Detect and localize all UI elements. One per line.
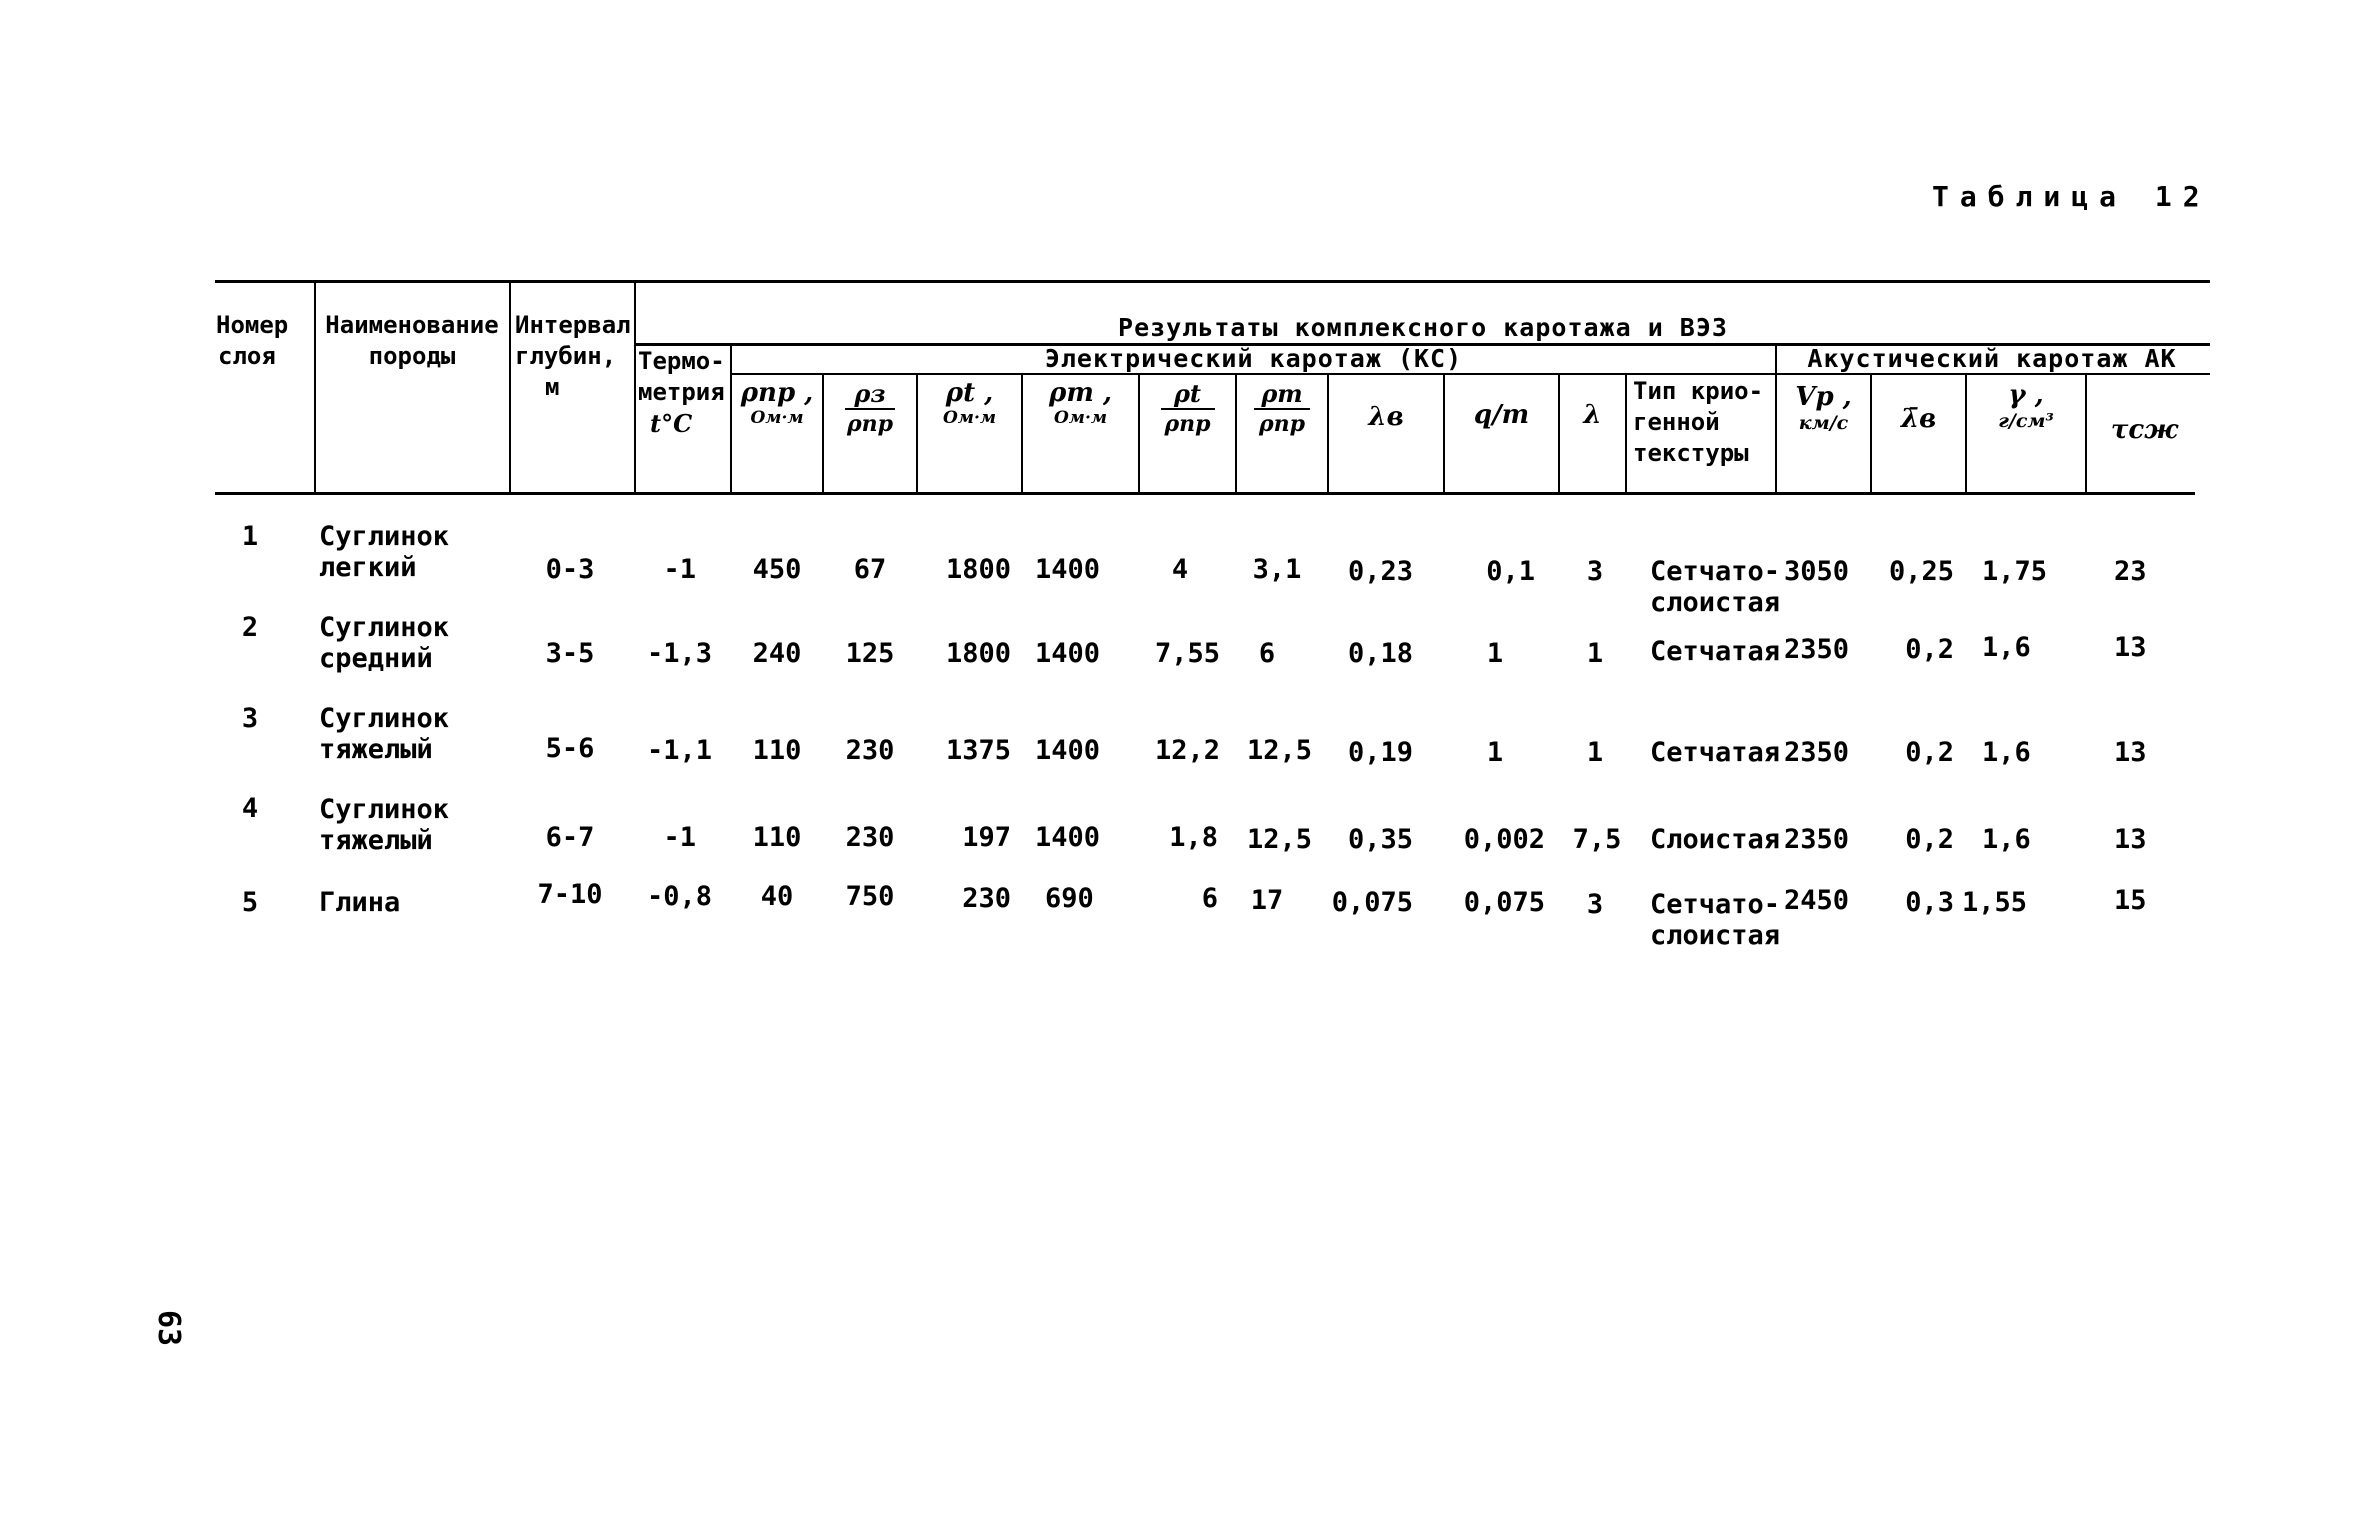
header-q-m: q/m: [1473, 400, 1530, 430]
cell-gamma: 1,55: [1962, 887, 2028, 918]
cell-lambda-v: 0,18: [1347, 638, 1413, 669]
cell-texture: Сетчатая: [1650, 737, 1781, 768]
header-rho-t-ratio: ρt ρпр: [1140, 380, 1235, 438]
cell-rho-z-ratio: 125: [845, 638, 895, 669]
table-top-rule: [215, 280, 2210, 283]
cell-rho-t: 197: [962, 822, 1011, 853]
cell-q-m: 0,1: [1486, 556, 1535, 587]
cell-gamma: 1,75: [1982, 556, 2048, 587]
cell-temp: -1,1: [646, 735, 712, 766]
cell-depth: 0-3: [545, 554, 595, 585]
cell-vp: 2350: [1784, 737, 1850, 768]
cell-rho-m: 1400: [1035, 822, 1101, 853]
cell-lambda-v: 0,075: [1331, 887, 1413, 918]
header-rock-name: Наименование породы: [325, 311, 499, 370]
col-divider: [1327, 373, 1329, 495]
cell-rho-pr: 450: [752, 554, 802, 585]
cell-no: 1: [241, 521, 259, 552]
cell-rock-name: Суглинок легкий: [319, 521, 450, 583]
header-rho-t: ρt , Ом·м: [942, 378, 997, 428]
cell-vp: 2450: [1784, 885, 1850, 916]
cell-rho-t-ratio: 7,55: [1154, 638, 1221, 669]
header-rho-pr: ρпр , Ом·м: [740, 378, 814, 428]
header-layer-no: Номер слоя: [216, 311, 289, 370]
cell-rho-t: 1800: [945, 638, 1011, 669]
cell-temp: -1: [663, 554, 696, 585]
header-acoustic-group: Акустический каротаж АК: [1807, 344, 2177, 373]
cell-rho-t-ratio: 12,2: [1154, 735, 1221, 766]
cell-texture: Сетчато- слоистая: [1650, 556, 1781, 618]
cell-rock-name: Суглинок тяжелый: [319, 794, 450, 856]
header-rho-m: ρm , Ом·м: [1049, 378, 1112, 428]
col-divider: [1443, 373, 1445, 495]
cell-rho-m: 1400: [1035, 638, 1101, 669]
cell-texture: Сетчатая: [1650, 636, 1781, 667]
cell-gamma: 1,6: [1982, 632, 2031, 663]
table-caption: Таблица 12: [1932, 180, 2211, 213]
cell-lambda: 7,5: [1572, 824, 1622, 855]
cell-vp: 3050: [1784, 556, 1850, 587]
cell-rho-t: 1800: [945, 554, 1011, 585]
col-divider: [314, 280, 316, 495]
header-lambda-v: λв: [1368, 402, 1404, 432]
cell-lambda-v-bar: 0,2: [1905, 634, 1954, 665]
cell-lambda-v-bar: 0,3: [1905, 887, 1954, 918]
cell-vp: 2350: [1784, 824, 1850, 855]
header-electric-group: Электрический каротаж (КС): [1044, 344, 1463, 373]
cell-q-m: 1: [1486, 638, 1504, 669]
cell-rho-pr: 110: [752, 735, 802, 766]
col-divider: [509, 280, 511, 495]
header-tau: τсж: [2110, 415, 2179, 445]
cell-rho-m-ratio: 12,5: [1246, 824, 1313, 855]
cell-rho-m-ratio: 17: [1250, 885, 1284, 916]
cell-rho-z-ratio: 230: [845, 822, 895, 853]
header-cryo-texture: Тип крио- генной текстуры: [1633, 377, 1764, 467]
cell-lambda: 1: [1586, 737, 1604, 768]
header-vp: Vp , км/с: [1795, 382, 1852, 434]
cell-tau: 23: [2114, 556, 2147, 587]
page-number: 63: [151, 1310, 186, 1347]
cell-rock-name: Суглинок средний: [319, 612, 450, 674]
cell-depth: 6-7: [545, 822, 595, 853]
col-divider: [1558, 373, 1560, 495]
header-bottom-rule: [215, 492, 2195, 495]
cell-rho-z-ratio: 750: [845, 881, 895, 912]
cell-rock-name: Глина: [319, 887, 401, 918]
cell-lambda: 3: [1586, 556, 1604, 587]
cell-lambda-v: 0,35: [1347, 824, 1413, 855]
cell-rho-t-ratio: 4: [1171, 554, 1189, 585]
cell-q-m: 0,075: [1463, 887, 1545, 918]
cell-lambda-v-bar: 0,2: [1905, 824, 1954, 855]
cell-rho-m-ratio: 6: [1258, 638, 1276, 669]
cell-temp: -0,8: [646, 881, 712, 912]
cell-lambda-v-bar: 0,25: [1888, 556, 1954, 587]
cell-temp: -1,3: [646, 638, 712, 669]
cell-lambda-v-bar: 0,2: [1905, 737, 1954, 768]
cell-rho-t-ratio: 1,8: [1169, 822, 1218, 853]
header-gamma: γ , г/см³: [1998, 380, 2054, 432]
cell-texture: Слоистая: [1650, 824, 1781, 855]
cell-rho-m: 690: [1045, 883, 1094, 914]
cell-tau: 13: [2114, 824, 2147, 855]
header-lambda: λ: [1583, 400, 1602, 430]
cell-rho-z-ratio: 230: [845, 735, 895, 766]
cell-rho-m: 1400: [1035, 554, 1101, 585]
header-group-main: Результаты комплексного каротажа и ВЭЗ: [1118, 313, 1728, 342]
cell-rho-t: 1375: [945, 735, 1011, 766]
header-thermometry: Термо- метрия t°C: [638, 347, 725, 438]
cell-rho-z-ratio: 67: [853, 554, 887, 585]
cell-no: 5: [241, 887, 259, 918]
cell-rho-m: 1400: [1035, 735, 1101, 766]
cell-tau: 15: [2114, 885, 2147, 916]
cell-depth: 7-10: [537, 879, 603, 910]
cell-lambda-v: 0,19: [1347, 737, 1413, 768]
cell-gamma: 1,6: [1982, 737, 2031, 768]
header-rho-m-ratio: ρm ρпр: [1237, 380, 1327, 438]
cell-rho-pr: 110: [752, 822, 802, 853]
cell-rho-t: 230: [962, 883, 1011, 914]
cell-rho-pr: 240: [752, 638, 802, 669]
cell-depth: 5-6: [545, 733, 595, 764]
cell-rho-m-ratio: 3,1: [1252, 554, 1302, 585]
cell-depth: 3-5: [545, 638, 595, 669]
cell-vp: 2350: [1784, 634, 1850, 665]
col-divider: [1625, 373, 1627, 495]
cell-no: 3: [241, 703, 259, 734]
cell-rho-t-ratio: 6: [1201, 883, 1218, 914]
cell-no: 4: [241, 793, 259, 824]
header-rho-z-ratio: ρз ρпр: [846, 379, 893, 437]
cell-rho-pr: 40: [760, 881, 794, 912]
cell-rho-m-ratio: 12,5: [1246, 735, 1313, 766]
header-lambda-v-bar: λ̄в: [1900, 404, 1937, 434]
cell-lambda: 3: [1586, 889, 1604, 920]
header-rule-2: [730, 373, 2210, 375]
cell-lambda: 1: [1586, 638, 1604, 669]
cell-tau: 13: [2114, 737, 2147, 768]
cell-q-m: 1: [1486, 737, 1504, 768]
cell-no: 2: [241, 612, 259, 643]
cell-tau: 13: [2114, 632, 2147, 663]
col-divider: [1870, 373, 1872, 495]
cell-lambda-v: 0,23: [1347, 556, 1413, 587]
cell-gamma: 1,6: [1982, 824, 2031, 855]
header-depth-interval: Интервал глубин, м: [515, 311, 631, 401]
cell-temp: -1: [663, 822, 696, 853]
cell-rock-name: Суглинок тяжелый: [319, 703, 450, 765]
cell-q-m: 0,002: [1463, 824, 1545, 855]
cell-texture: Сетчато- слоистая: [1650, 889, 1781, 951]
